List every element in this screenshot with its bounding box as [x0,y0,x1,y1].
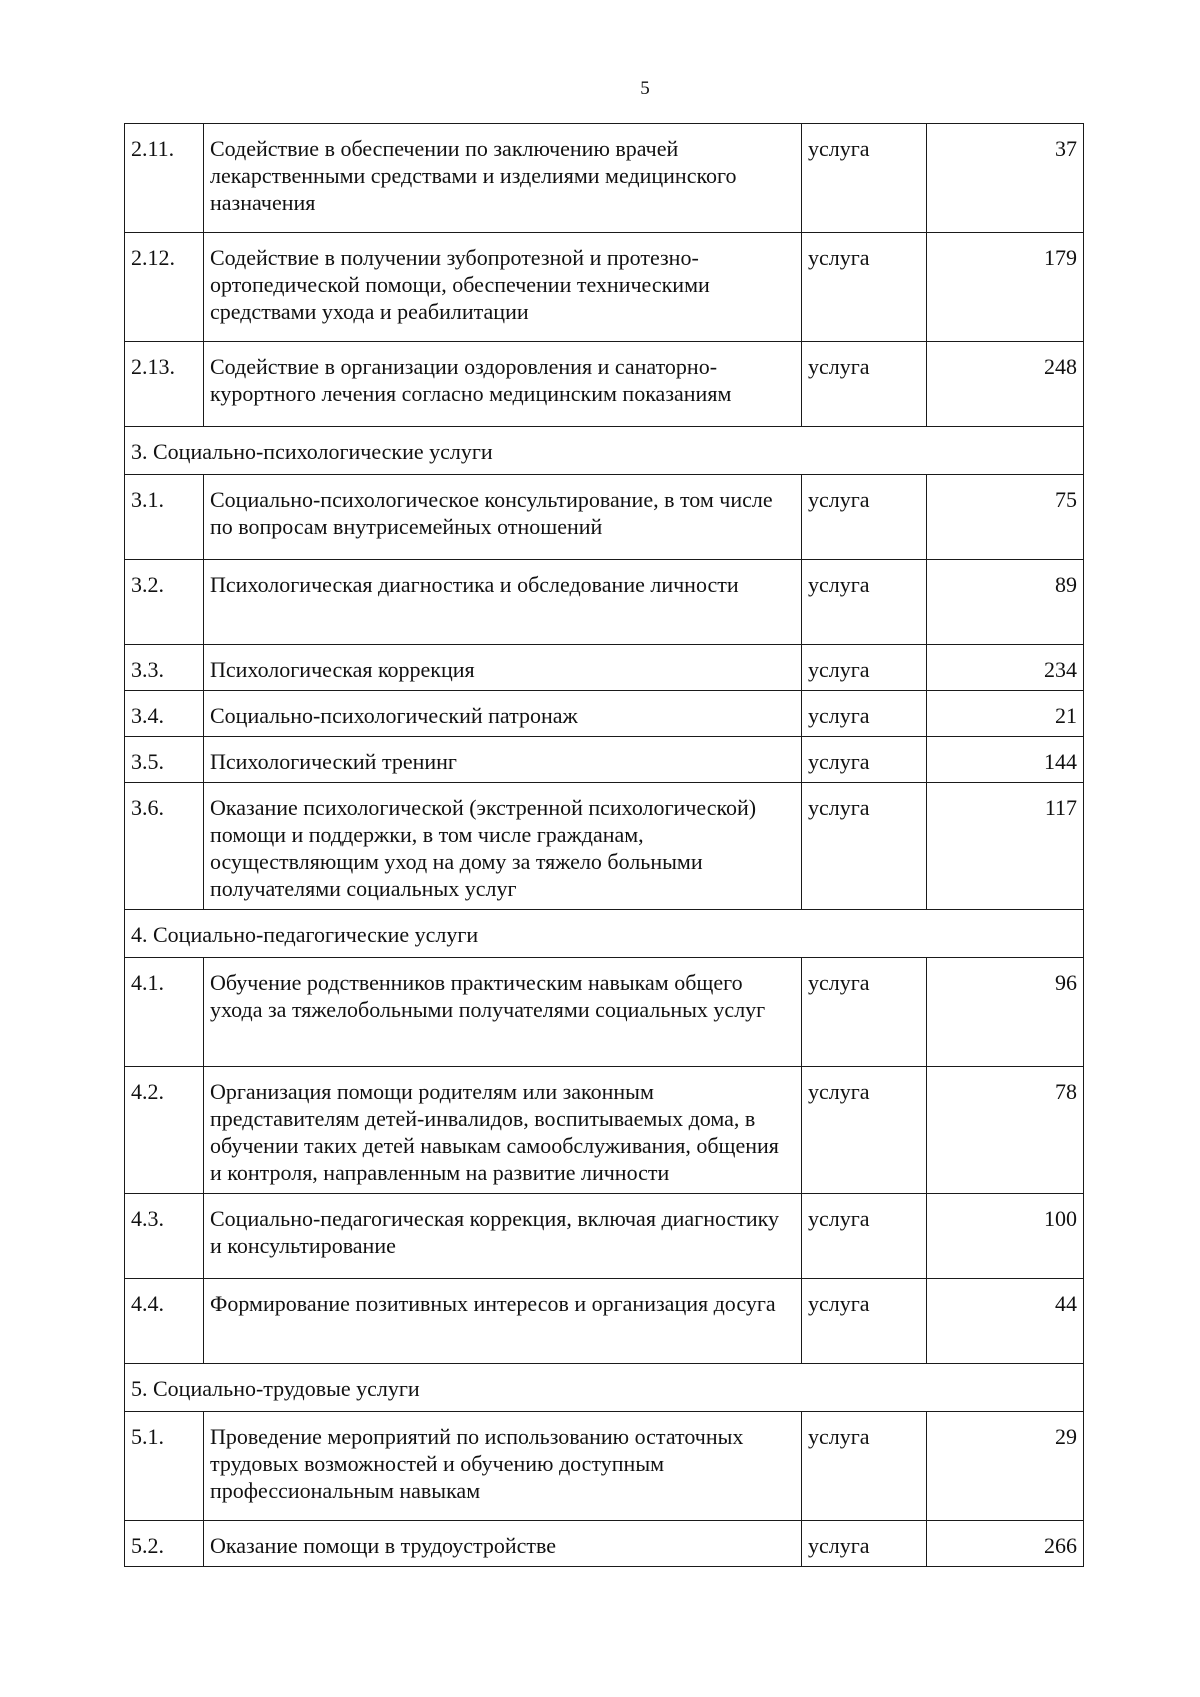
row-number: 3.2. [125,560,204,645]
table-row [125,233,1084,342]
service-name: Содействие в обеспечении по заключению врачей лекарственными средствами и изделиями медицинского назначения [204,124,802,233]
service-name: Психологическая диагностика и обследование личности [204,560,802,645]
row-number: 5.1. [125,1412,204,1521]
section-title: 4. Социально-педагогические услуги [125,910,1084,958]
service-value: 179 [927,233,1084,342]
row-number: 3.1. [125,475,204,560]
row-number: 4.1. [125,958,204,1067]
unit-of-measure: услуга [802,691,927,737]
service-name: Обучение родственников практическим навыкам общего ухода за тяжелобольными получателями социальных услуг [204,958,802,1067]
unit-of-measure: услуга [802,1412,927,1521]
unit-of-measure: услуга [802,124,927,233]
row-number: 3.3. [125,645,204,691]
service-value: 89 [927,560,1084,645]
row-number: 2.11. [125,124,204,233]
table-row [125,1279,1084,1364]
unit-of-measure: услуга [802,233,927,342]
table-row [125,1412,1084,1521]
row-number: 3.6. [125,783,204,910]
service-value: 29 [927,1412,1084,1521]
table-row [125,1067,1084,1194]
row-number: 3.5. [125,737,204,783]
service-name: Проведение мероприятий по использованию остаточных трудовых возможностей и обучению доступным профессиональным навыкам [204,1412,802,1521]
unit-of-measure: услуга [802,737,927,783]
table-row [125,737,1084,783]
row-number: 4.3. [125,1194,204,1279]
services-table-body [125,124,1084,1567]
section-title: 5. Социально-трудовые услуги [125,1364,1084,1412]
unit-of-measure: услуга [802,1067,927,1194]
service-value: 96 [927,958,1084,1067]
service-value: 117 [927,783,1084,910]
unit-of-measure: услуга [802,1279,927,1364]
services-table [124,123,1084,1567]
row-number: 2.13. [125,342,204,427]
service-name: Социально-психологический патронаж [204,691,802,737]
unit-of-measure: услуга [802,645,927,691]
unit-of-measure: услуга [802,560,927,645]
service-value: 75 [927,475,1084,560]
service-value: 234 [927,645,1084,691]
service-value: 100 [927,1194,1084,1279]
service-name: Социально-педагогическая коррекция, включая диагностику и консультирование [204,1194,802,1279]
service-name: Содействие в организации оздоровления и санаторно-курортного лечения согласно медицинским показаниям [204,342,802,427]
table-row [125,475,1084,560]
table-row [125,1521,1084,1567]
service-value: 44 [927,1279,1084,1364]
table-row [125,1194,1084,1279]
service-name: Психологическая коррекция [204,645,802,691]
service-value: 78 [927,1067,1084,1194]
table-row [125,645,1084,691]
unit-of-measure: услуга [802,958,927,1067]
table-row [125,691,1084,737]
row-number: 5.2. [125,1521,204,1567]
row-number: 4.4. [125,1279,204,1364]
service-name: Формирование позитивных интересов и организация досуга [204,1279,802,1364]
row-number: 2.12. [125,233,204,342]
unit-of-measure: услуга [802,475,927,560]
table-row [125,124,1084,233]
section-title: 3. Социально-психологические услуги [125,427,1084,475]
section-row [125,910,1084,958]
unit-of-measure: услуга [802,783,927,910]
service-name: Психологический тренинг [204,737,802,783]
service-name: Содействие в получении зубопротезной и протезно-ортопедической помощи, обеспечении техническими средствами ухода и реабилитации [204,233,802,342]
unit-of-measure: услуга [802,1194,927,1279]
service-name: Оказание помощи в трудоустройстве [204,1521,802,1567]
unit-of-measure: услуга [802,1521,927,1567]
table-row [125,342,1084,427]
unit-of-measure: услуга [802,342,927,427]
service-name: Организация помощи родителям или законным представителям детей-инвалидов, воспитываемых дома, в обучении таких детей навыкам самообслуживания, общения и контроля, направленным на развитие личности [204,1067,802,1194]
table-row [125,560,1084,645]
service-name: Оказание психологической (экстренной психологической) помощи и поддержки, в том числе гражданам, осуществляющим уход на дому за тяжело больными получателями социальных услуг [204,783,802,910]
page-number: 5 [640,78,650,99]
section-row [125,1364,1084,1412]
service-value: 248 [927,342,1084,427]
section-row [125,427,1084,475]
service-value: 37 [927,124,1084,233]
service-value: 144 [927,737,1084,783]
table-row [125,958,1084,1067]
row-number: 4.2. [125,1067,204,1194]
row-number: 3.4. [125,691,204,737]
service-value: 266 [927,1521,1084,1567]
table-row [125,783,1084,910]
service-value: 21 [927,691,1084,737]
service-name: Социально-психологическое консультирование, в том числе по вопросам внутрисемейных отношений [204,475,802,560]
